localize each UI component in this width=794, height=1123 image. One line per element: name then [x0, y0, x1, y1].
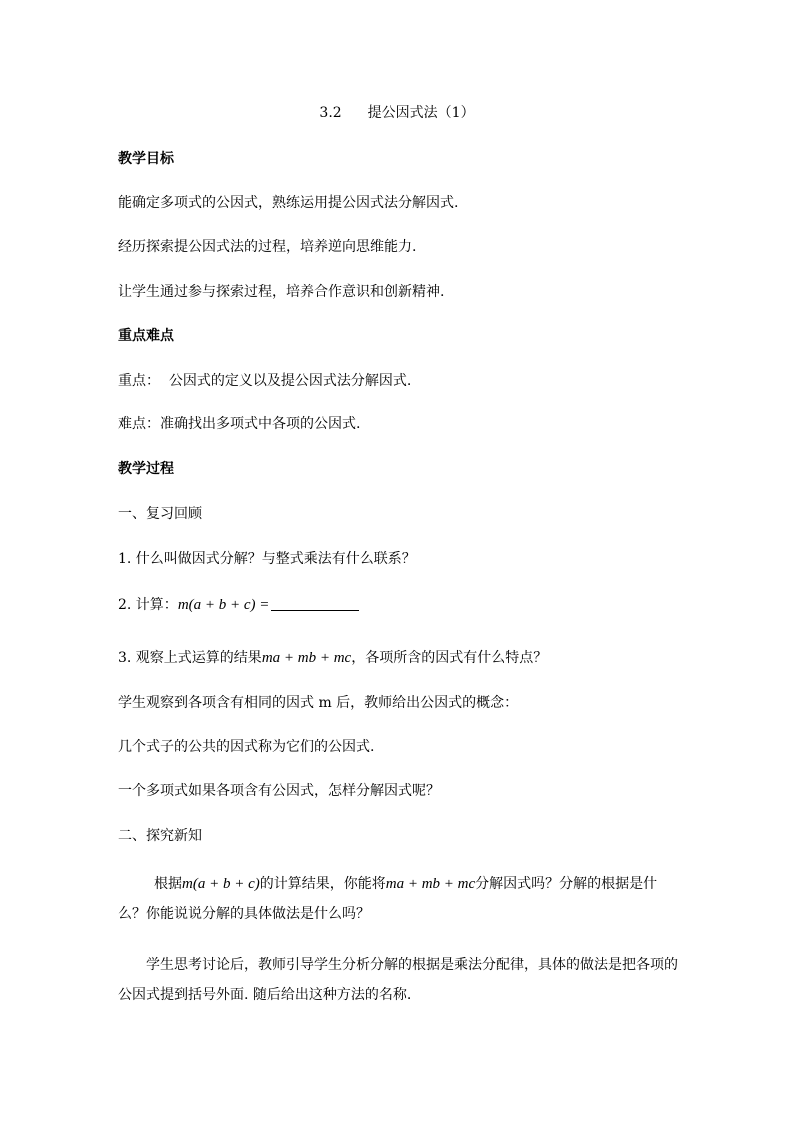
- heading-key-points: 重点难点: [118, 328, 174, 344]
- question-2-prefix: 2. 计算：: [118, 597, 178, 613]
- heading-review: 一、复习回顾: [118, 506, 202, 522]
- title-text: 提公因式法（1）: [367, 105, 475, 121]
- question-2: [118, 596, 359, 614]
- question-3: [118, 649, 547, 667]
- question-2-expression: m(a + b + c) =: [177, 597, 270, 613]
- page-title: [0, 104, 794, 122]
- question-1: 1. 什么叫做因式分解？与整式乘法有什么联系？: [118, 551, 416, 567]
- heading-process: 教学过程: [118, 461, 174, 477]
- explore-paragraph-1: [118, 869, 678, 929]
- key-point: 重点： 公因式的定义以及提公因式法分解因式.: [118, 373, 412, 389]
- heading-explore: 二、探究新知: [118, 828, 202, 844]
- goal-3: 让学生通过参与探索过程，培养合作意识和创新精神.: [118, 284, 445, 300]
- explore-p1-part-b: 的计算结果，你能将: [259, 876, 386, 892]
- question-3-expression: ma + mb + mc: [261, 650, 352, 666]
- goal-2: 经历探索提公因式法的过程，培养逆向思维能力.: [118, 239, 417, 255]
- question-3-prefix: 3. 观察上式运算的结果: [118, 650, 262, 666]
- explore-p1-part-c: 分解因式吗？分解的根据是什么？你能说说分解的具体做法是什么吗？: [118, 876, 658, 922]
- question-3-suffix: ，各项所含的因式有什么特点？: [351, 650, 548, 666]
- answer-blank: [271, 596, 359, 611]
- difficult-point: 难点：准确找出多项式中各项的公因式.: [118, 416, 361, 432]
- explore-p1-expression-2: ma + mb + mc: [385, 876, 476, 892]
- explore-paragraph-2: 学生思考讨论后，教师引导学生分析分解的根据是乘法分配律，具体的做法是把各项的公因式提到括号外面. 随后给出这种方法的名称.: [118, 957, 678, 1003]
- observation-2: 几个式子的公共的因式称为它们的公因式.: [118, 739, 375, 755]
- observation-3: 一个多项式如果各项含有公因式，怎样分解因式呢？: [118, 783, 440, 799]
- section-number: 3.2: [319, 105, 342, 121]
- observation-1: 学生观察到各项含有相同的因式 m 后，教师给出公因式的概念：: [118, 695, 519, 711]
- heading-goals: 教学目标: [118, 151, 174, 167]
- explore-p1-part-a: 根据: [154, 876, 182, 892]
- goal-1: 能确定多项式的公因式，熟练运用提公因式法分解因式.: [118, 195, 459, 211]
- explore-p1-expression-1: m(a + b + c): [182, 876, 260, 892]
